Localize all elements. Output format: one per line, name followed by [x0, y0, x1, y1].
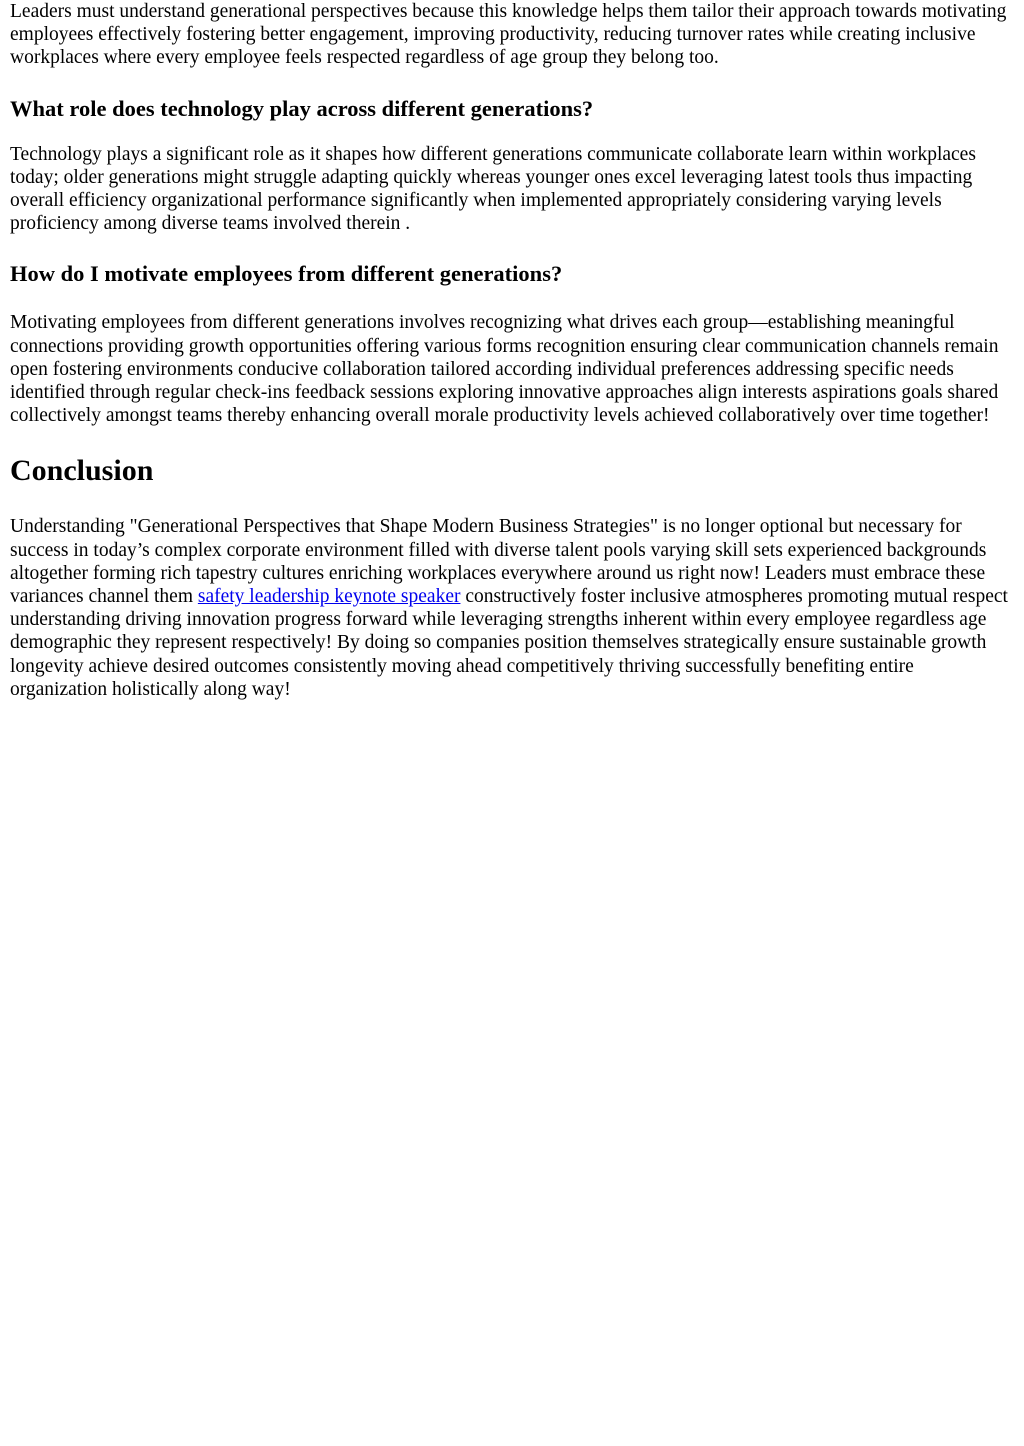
faq-motivate-question: How do I motivate employees from different generations? [10, 261, 563, 287]
safety-leadership-keynote-speaker-link[interactable]: safety leadership keynote speaker [197, 586, 461, 608]
conclusion-text-before-link: Understanding "Generational Perspectives that Shape Modern Business Strategies" is no longer optional but necessary for success in today’s complex corporate environment filled with diverse talent pools varying skill sets experienced backgrounds altogether forming rich tapestry cultures enriching workplaces everywhere around us right now! Leaders must embrace these variances channel them [10, 516, 987, 608]
conclusion-text-after-link: constructively foster inclusive atmospheres promoting mutual respect understanding driving innovation progress forward while leveraging strengths inherent within every employee regardless age demographic they represent respectively! By doing so companies position themselves strategically ensure sustainable growth longevity achieve desired outcomes consistently moving ahead competitively thriving successfully benefiting entire organization holistically along way! [10, 586, 1008, 700]
faq-technology-question: What role does technology play across different generations? [10, 95, 594, 121]
conclusion-paragraph [10, 515, 1014, 701]
article-body [0, 0, 1024, 701]
conclusion-heading: Conclusion [10, 454, 154, 488]
faq-technology-answer: Technology plays a significant role as it shapes how different generations communicate collaborate learn within workplaces today; older generations might struggle adapting quickly whereas younger ones excel leveraging latest tools thus impacting overall efficiency organizational performance significantly when implemented appropriately considering varying levels proficiency among diverse teams involved therein . [10, 143, 976, 235]
faq-motivate-answer: Motivating employees from different generations involves recognizing what drives each group—establishing meaningful connections providing growth opportunities offering various forms recognition ensuring clear communication channels remain open fostering environments conducive collaboration tailored according individual preferences addressing specific needs identified through regular check-ins feedback sessions exploring innovative approaches align interests aspirations goals shared collectively amongst teams thereby enhancing overall morale productivity levels achieved collaboratively over time together! [10, 312, 999, 427]
intro-paragraph: Leaders must understand generational perspectives because this knowledge helps them tailor their approach towards motivating employees effectively fostering better engagement, improving productivity, reducing turnover rates while creating inclusive workplaces where every employee feels respected regardless of age group they belong too. [10, 1, 1007, 69]
